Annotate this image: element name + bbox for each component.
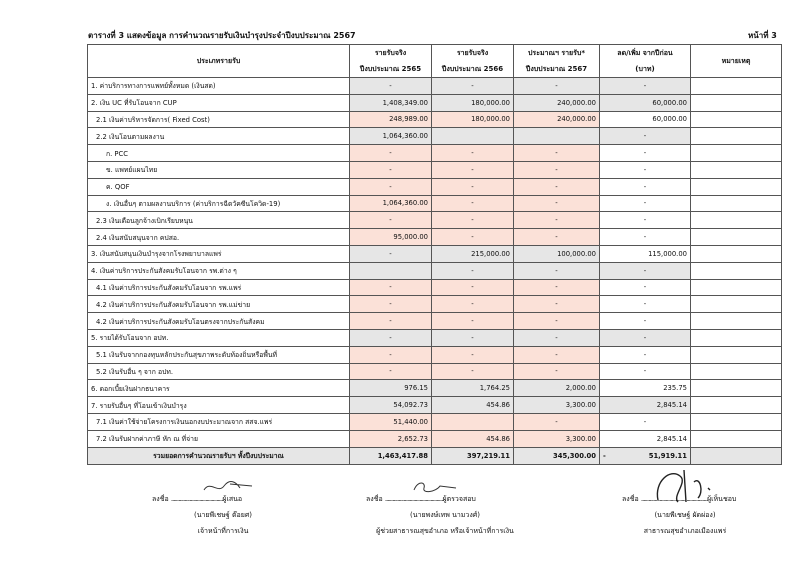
row-value-v1: 1,408,349.00 [350, 94, 432, 111]
approver-sign-line: ลงชื่อ ......................................................ผู้เห็นชอบ [622, 495, 737, 503]
row-value-v1: - [350, 363, 432, 380]
row-value-v2: - [432, 161, 514, 178]
proposer-name: (นายพีเชษฐ์ ต๊อยศ) [193, 511, 253, 519]
row-label: 4.2 เงินค่าบริการประกันสังคมรับโอนตรงจากประกันสังคม [88, 313, 350, 330]
row-label: 7.2 เงินรับฝากค่าภาษี หัก ณ ที่จ่าย [88, 430, 350, 447]
row-remark [691, 94, 782, 111]
row-value-v3 [514, 128, 600, 145]
row-remark [691, 313, 782, 330]
row-value-v2: - [432, 78, 514, 95]
header-2565-line2: ปีงบประมาณ 2565 [350, 61, 432, 78]
row-value-v1: - [350, 329, 432, 346]
table-row [88, 329, 782, 346]
row-value-v3: - [514, 296, 600, 313]
reviewer-sign-line: ลงชื่อ ...............................................ผู้ตรวจสอบ [366, 495, 476, 503]
row-value-v4: 115,000.00 [600, 245, 691, 262]
table-row [88, 296, 782, 313]
row-value-v2 [432, 128, 514, 145]
row-value-v3: - [514, 145, 600, 162]
row-label: 2.4 เงินสนับสนุนจาก คปสอ. [88, 229, 350, 246]
table-row [88, 111, 782, 128]
table-row [88, 229, 782, 246]
table-row [88, 279, 782, 296]
row-value-v3: - [514, 346, 600, 363]
row-value-v3: - [514, 363, 600, 380]
row-value-v3: - [514, 212, 600, 229]
row-value-v1 [350, 262, 432, 279]
row-value-v2: - [432, 363, 514, 380]
row-remark [691, 329, 782, 346]
page-number: หน้าที่ 3 [748, 31, 777, 40]
reviewer-sign-label: ลงชื่อ [366, 495, 383, 503]
row-value-v4: - [600, 296, 691, 313]
row-value-v2: - [432, 296, 514, 313]
reviewer-name: (นายพงษ์เทพ นามวงศ์) [410, 511, 480, 519]
row-value-v3: 3,300.00 [514, 430, 600, 447]
row-value-v3: 2,000.00 [514, 380, 600, 397]
row-value-v2: - [432, 195, 514, 212]
row-value-v4: 60,000.00 [600, 94, 691, 111]
header-diff-line1: ลด/เพิ่ม จากปีก่อน [600, 45, 691, 62]
row-label: 1. ค่าบริการทางการแพทย์ทั้งหมด (เงินสด) [88, 78, 350, 95]
row-value-v4: - [600, 346, 691, 363]
row-value-v1: 1,064,360.00 [350, 195, 432, 212]
row-value-v1: 54,092.73 [350, 397, 432, 414]
row-value-v3: - [514, 262, 600, 279]
row-label: ก. PCC [88, 145, 350, 162]
row-value-v4: - [600, 279, 691, 296]
row-remark [691, 296, 782, 313]
row-value-v3: - [514, 279, 600, 296]
row-value-v1: - [350, 78, 432, 95]
table-row [88, 161, 782, 178]
row-value-v2: - [432, 178, 514, 195]
approver-title: สาธารณสุขอำเภอเมืองแพร่ [643, 527, 727, 535]
table-row [88, 145, 782, 162]
row-value-v1: 248,989.00 [350, 111, 432, 128]
row-value-v1: - [350, 161, 432, 178]
row-remark [691, 128, 782, 145]
row-label: 6. ดอกเบี้ยเงินฝากธนาคาร [88, 380, 350, 397]
header-2566-line2: ปีงบประมาณ 2566 [432, 61, 514, 78]
row-value-v1: - [350, 178, 432, 195]
row-value-v4: - [600, 128, 691, 145]
row-remark [691, 161, 782, 178]
table-row [88, 128, 782, 145]
row-value-v2: - [432, 329, 514, 346]
row-remark [691, 145, 782, 162]
row-value-v1: 51,440.00 [350, 413, 432, 430]
row-label: 5.2 เงินรับอื่น ๆ จาก อปท. [88, 363, 350, 380]
table-row [88, 262, 782, 279]
row-label: 2.2 เงินโอนตามผลงาน [88, 128, 350, 145]
row-value-v4: - [600, 313, 691, 330]
header-type: ประเภทรายรับ [88, 45, 350, 78]
row-value-v4: 2,845.14 [600, 430, 691, 447]
table-row [88, 397, 782, 414]
header-2565-line1: รายรับจริง [350, 45, 432, 62]
total-diff-value: 51,919.11 [648, 451, 687, 460]
revenue-table [87, 44, 782, 465]
reviewer-role: ผู้ตรวจสอบ [442, 495, 476, 503]
row-remark [691, 229, 782, 246]
table-row [88, 78, 782, 95]
row-value-v4: - [600, 145, 691, 162]
header-remark: หมายเหตุ [691, 45, 782, 78]
row-label: 2.3 เงินเดือนลูกจ้างเบิกเรียบหนุน [88, 212, 350, 229]
row-value-v1: - [350, 313, 432, 330]
row-remark [691, 363, 782, 380]
total-label: รวมยอดการคำนวณรายรับฯ ทั้งปีงบประมาณ [88, 447, 350, 464]
row-label: 7.1 เงินค่าใช้จ่ายโครงการเงินนอกงบประมาณจาก สสจ.แพร่ [88, 413, 350, 430]
row-value-v3: 240,000.00 [514, 111, 600, 128]
row-value-v2: - [432, 279, 514, 296]
table-row [88, 212, 782, 229]
row-remark [691, 245, 782, 262]
row-label: 3. เงินสนับสนุนเงินบำรุงจากโรงพยาบาลแพร่ [88, 245, 350, 262]
row-remark [691, 212, 782, 229]
row-label: 7. รายรับอื่นๆ ที่โอนเข้าเงินบำรุง [88, 397, 350, 414]
row-value-v1: 95,000.00 [350, 229, 432, 246]
table-row [88, 313, 782, 330]
row-value-v4: 235.75 [600, 380, 691, 397]
row-value-v2: 180,000.00 [432, 94, 514, 111]
table-row [88, 94, 782, 111]
row-label: 2. เงิน UC ที่รับโอนจาก CUP [88, 94, 350, 111]
row-value-v1: - [350, 145, 432, 162]
row-value-v2: - [432, 145, 514, 162]
table-row [88, 413, 782, 430]
row-value-v3: - [514, 78, 600, 95]
approver-name: (นายพีเชษฐ์ ผัดผ่อง) [654, 511, 716, 519]
row-value-v3: - [514, 229, 600, 246]
document-title: ตารางที่ 3 แสดงข้อมูล การคำนวณรายรับเงินบำรุงประจำปีงบประมาณ 2567 [88, 31, 356, 40]
header-2567-line2: ปีงบประมาณ 2567 [514, 61, 600, 78]
row-value-v1: - [350, 346, 432, 363]
row-remark [691, 279, 782, 296]
row-value-v4: - [600, 329, 691, 346]
table-row [88, 380, 782, 397]
total-2565: 1,463,417.88 [350, 447, 432, 464]
row-value-v3: - [514, 329, 600, 346]
row-value-v1: - [350, 245, 432, 262]
row-value-v3: 3,300.00 [514, 397, 600, 414]
row-value-v4: - [600, 161, 691, 178]
row-value-v4: 60,000.00 [600, 111, 691, 128]
row-value-v2: 1,764.25 [432, 380, 514, 397]
row-remark [691, 178, 782, 195]
row-value-v4: - [600, 262, 691, 279]
row-value-v2: 180,000.00 [432, 111, 514, 128]
row-remark [691, 380, 782, 397]
total-2566: 397,219.11 [432, 447, 514, 464]
proposer-sign-line: ลงชื่อ ..........................................ผู้เสนอ [152, 495, 243, 503]
row-remark [691, 111, 782, 128]
row-value-v2: - [432, 313, 514, 330]
row-value-v2: 454.86 [432, 430, 514, 447]
row-value-v2: 454.86 [432, 397, 514, 414]
proposer-role: ผู้เสนอ [222, 495, 243, 503]
table-row [88, 430, 782, 447]
row-label: 4. เงินค่าบริการประกันสังคมรับโอนจาก รพ.ต่าง ๆ [88, 262, 350, 279]
reviewer-title: ผู้ช่วยสาธารณสุขอำเภอ หรือเจ้าหน้าที่การเงิน [376, 527, 514, 535]
row-value-v4: - [600, 78, 691, 95]
row-value-v3: - [514, 313, 600, 330]
header-diff-line2: (บาท) [600, 61, 691, 78]
approver-sign-label: ลงชื่อ [622, 495, 639, 503]
approver-role: ผู้เห็นชอบ [707, 495, 737, 503]
row-label: ง. เงินอื่นๆ ตามผลงานบริการ (ค่าบริการฉีดวัคซีนโควิด-19) [88, 195, 350, 212]
row-value-v4: - [600, 229, 691, 246]
row-value-v1: 1,064,360.00 [350, 128, 432, 145]
proposer-sign-label: ลงชื่อ [152, 495, 169, 503]
row-value-v3: 100,000.00 [514, 245, 600, 262]
row-remark [691, 346, 782, 363]
row-remark [691, 262, 782, 279]
table-row [88, 195, 782, 212]
row-remark [691, 430, 782, 447]
row-value-v4: - [600, 212, 691, 229]
total-2567: 345,300.00 [514, 447, 600, 464]
row-label: 4.1 เงินค่าบริการประกันสังคมรับโอนจาก รพ.แพร่ [88, 279, 350, 296]
row-value-v2: - [432, 229, 514, 246]
row-label: 5.1 เงินรับจากกองทุนหลักประกันสุขภาพระดับท้องถิ่นหรือพื้นที่ [88, 346, 350, 363]
row-label: 5. รายได้รับโอนจาก อปท. [88, 329, 350, 346]
row-value-v4: - [600, 195, 691, 212]
row-label: ข. แพทย์แผนไทย [88, 161, 350, 178]
total-diff-prefix: - [603, 451, 606, 460]
row-value-v4: - [600, 413, 691, 430]
row-value-v3: - [514, 413, 600, 430]
row-value-v3: 240,000.00 [514, 94, 600, 111]
header-2566-line1: รายรับจริง [432, 45, 514, 62]
row-value-v3: - [514, 178, 600, 195]
row-value-v3: - [514, 195, 600, 212]
row-value-v3: - [514, 161, 600, 178]
row-value-v2: - [432, 346, 514, 363]
row-value-v4: - [600, 363, 691, 380]
row-label: 4.2 เงินค่าบริการประกันสังคมรับโอนจาก รพ.แม่ข่าย [88, 296, 350, 313]
row-value-v1: 976.15 [350, 380, 432, 397]
row-value-v1: - [350, 279, 432, 296]
row-value-v4: 2,845.14 [600, 397, 691, 414]
proposer-title: เจ้าหน้าที่การเงิน [197, 527, 249, 535]
row-value-v2: 215,000.00 [432, 245, 514, 262]
table-row [88, 245, 782, 262]
row-value-v1: - [350, 296, 432, 313]
row-remark [691, 397, 782, 414]
row-label: 2.1 เงินค่าบริหารจัดการ( Fixed Cost) [88, 111, 350, 128]
table-row [88, 363, 782, 380]
header-2567-line1: ประมาณฯ รายรับ* [514, 45, 600, 62]
row-value-v2 [432, 413, 514, 430]
table-row [88, 178, 782, 195]
row-remark [691, 195, 782, 212]
row-remark [691, 413, 782, 430]
table-row [88, 346, 782, 363]
row-value-v1: 2,652.73 [350, 430, 432, 447]
row-label: ค. QOF [88, 178, 350, 195]
row-value-v2: - [432, 262, 514, 279]
row-value-v4: - [600, 178, 691, 195]
row-value-v2: - [432, 212, 514, 229]
row-value-v1: - [350, 212, 432, 229]
row-remark [691, 78, 782, 95]
